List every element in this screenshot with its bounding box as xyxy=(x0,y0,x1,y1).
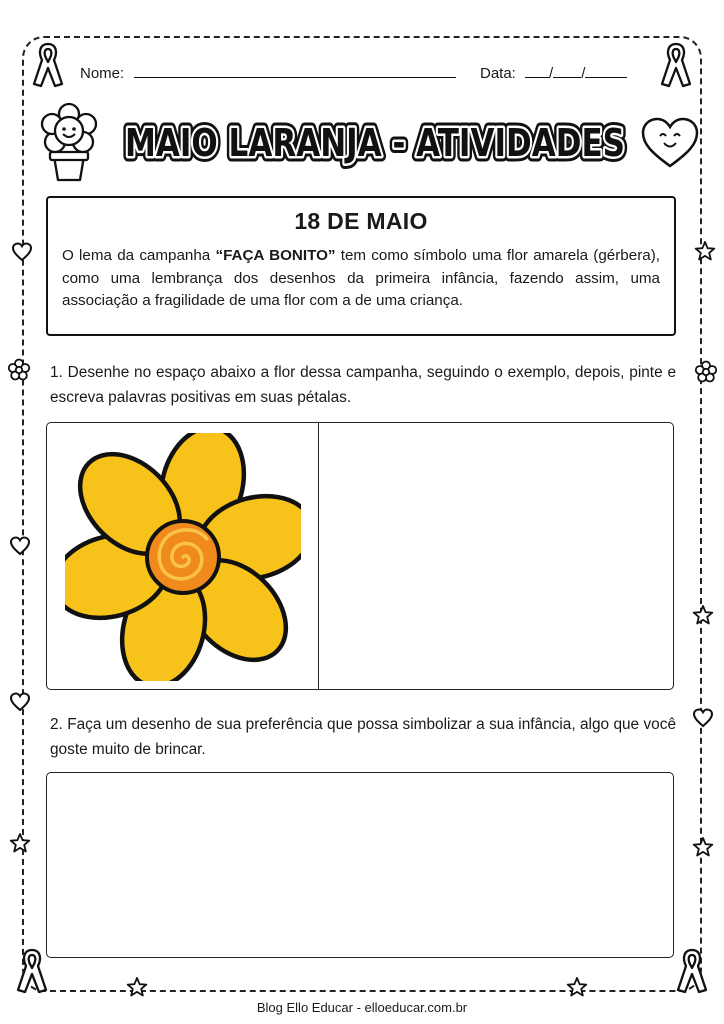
footer-credit: Blog Ello Educar - elloeducar.com.br xyxy=(256,1000,468,1015)
star-outline-icon xyxy=(694,240,716,262)
date-year-line[interactable] xyxy=(585,64,627,78)
name-field[interactable] xyxy=(80,64,456,82)
date-separator: / xyxy=(549,65,554,82)
flower-outline-icon xyxy=(694,360,718,384)
awareness-ribbon-icon xyxy=(674,946,710,996)
awareness-ribbon-icon xyxy=(14,946,50,996)
info-text-start: O lema da campanha xyxy=(62,247,216,264)
example-flower-image xyxy=(65,433,301,681)
info-text-end: tem como símbolo uma flor amarela (gérbera), como uma lembrança dos desenhos da primeira infância, fazendo assim, uma associação a fragilidade de uma flor com a de uma criança. xyxy=(62,247,660,309)
title-banner xyxy=(118,104,632,182)
date-field[interactable] xyxy=(480,64,627,82)
heart-outline-icon xyxy=(11,242,33,262)
awareness-ribbon-icon xyxy=(30,40,66,90)
date-label: Data: xyxy=(480,65,516,82)
childhood-drawing-area[interactable] xyxy=(46,772,674,958)
title-outline: MAIO LARANJA - ATIVIDADES xyxy=(125,121,625,165)
smiling-flower-pot-icon xyxy=(34,102,104,184)
page-title: MAIO LARANJA - ATIVIDADES xyxy=(125,121,625,165)
star-outline-icon xyxy=(692,604,714,626)
date-day-line[interactable] xyxy=(525,64,549,78)
date-month-line[interactable] xyxy=(553,64,581,78)
heart-outline-icon xyxy=(692,708,714,728)
flower-outline-icon xyxy=(7,358,31,382)
heart-outline-icon xyxy=(9,536,31,556)
info-box xyxy=(46,196,676,336)
star-outline-icon xyxy=(126,976,148,998)
flower-drawing-area xyxy=(46,422,674,690)
star-outline-icon xyxy=(566,976,588,998)
info-paragraph xyxy=(62,245,660,313)
star-outline-icon xyxy=(692,836,714,858)
campaign-slogan: “FAÇA BONITO” xyxy=(215,247,336,264)
star-outline-icon xyxy=(9,832,31,854)
name-line[interactable] xyxy=(134,64,456,78)
divider xyxy=(318,423,319,689)
info-heading: 18 DE MAIO xyxy=(294,208,428,234)
date-separator: / xyxy=(581,65,586,82)
awareness-ribbon-icon xyxy=(658,40,694,90)
smiling-heart-icon xyxy=(640,116,700,170)
name-label: Nome: xyxy=(80,65,125,82)
question-1: 1. Desenhe no espaço abaixo a flor dessa campanha, seguindo o exemplo, depois, pinte e escreva palavras positivas em suas pétalas. xyxy=(50,364,676,406)
heart-outline-icon xyxy=(9,692,31,712)
question-2: 2. Faça um desenho de sua preferência que possa simbolizar a sua infância, algo que você goste muito de brincar. xyxy=(50,716,676,758)
